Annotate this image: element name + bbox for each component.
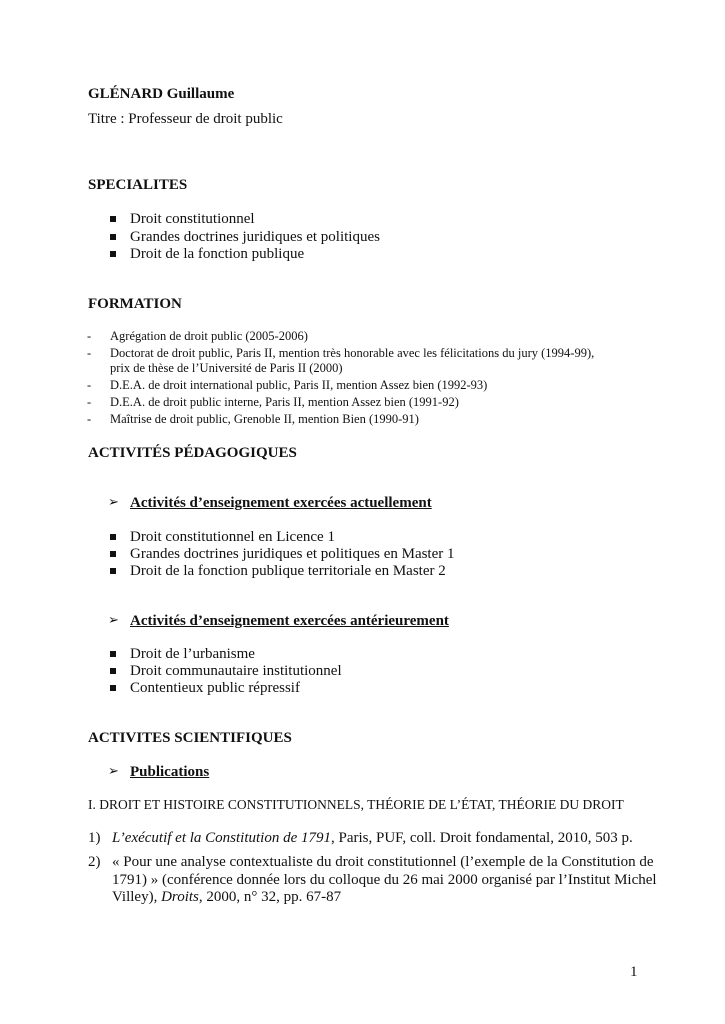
bullet-icon (110, 651, 116, 657)
formation-heading: FORMATION (88, 296, 182, 312)
bullet-icon (110, 251, 116, 257)
arrow-bullet-icon: ➢ (108, 495, 119, 510)
publications-section-title: I. DROIT ET HISTOIRE CONSTITUTIONNELS, THÉORIE DE L’ÉTAT, THÉORIE DU DROIT (88, 797, 624, 812)
list-item: Droit constitutionnel (130, 211, 255, 228)
list-item: Droit de la fonction publique territoriale en Master 2 (130, 563, 446, 580)
publication-item-continuation: 1791) » (conférence donnée lors du colloque du 26 mai 2000 organisé par l’Institut Michel (112, 872, 657, 888)
publication-item: 2) « Pour une analyse contextualiste du droit constitutionnel (l’exemple de la Constitution de (88, 854, 654, 870)
bullet-icon (110, 216, 116, 222)
bullet-icon (110, 668, 116, 674)
list-item: - Agrégation de droit public (2005-2006) (87, 329, 308, 343)
publication-item: 1) L’exécutif et la Constitution de 1791, Paris, PUF, coll. Droit fondamental, 2010, 503 p. (88, 830, 633, 846)
list-item-continuation: prix de thèse de l’Université de Paris II (2000) (110, 361, 343, 375)
bullet-icon (110, 534, 116, 540)
arrow-bullet-icon: ➢ (108, 613, 119, 628)
list-item: - D.E.A. de droit international public, Paris II, mention Assez bien (1992-93) (87, 378, 488, 392)
list-item: Droit communautaire institutionnel (130, 663, 342, 680)
page-number: 1 (630, 964, 638, 980)
list-item: - Doctorat de droit public, Paris II, mention très honorable avec les félicitations du jury (1994-99), (87, 346, 595, 360)
arrow-bullet-icon: ➢ (108, 764, 119, 779)
list-item: Droit de l’urbanisme (130, 646, 255, 663)
scientifiques-heading: ACTIVITES SCIENTIFIQUES (88, 730, 292, 746)
list-item: Contentieux public répressif (130, 680, 300, 697)
bullet-icon (110, 234, 116, 240)
list-item: Droit de la fonction publique (130, 246, 304, 263)
specialites-heading: SPECIALITES (88, 177, 188, 193)
list-item: - Maîtrise de droit public, Grenoble II, mention Bien (1990-91) (87, 412, 419, 426)
list-item: - D.E.A. de droit public interne, Paris II, mention Assez bien (1991-92) (87, 395, 459, 409)
list-item: Droit constitutionnel en Licence 1 (130, 529, 335, 546)
subheading-publications: ➢ Publications (108, 764, 210, 780)
bullet-icon (110, 568, 116, 574)
author-name: GLÉNARD Guillaume (88, 86, 235, 102)
bullet-icon (110, 685, 116, 691)
publication-item-continuation: Villey), Droits, 2000, n° 32, pp. 67-87 (112, 889, 342, 905)
subheading-anterieures: ➢ Activités d’enseignement exercées antérieurement (108, 613, 449, 629)
list-item: Grandes doctrines juridiques et politiques en Master 1 (130, 546, 455, 563)
bullet-icon (110, 551, 116, 557)
subheading-actuelles: ➢ Activités d’enseignement exercées actuellement (108, 495, 432, 511)
author-title: Titre : Professeur de droit public (88, 111, 283, 127)
pedagogiques-heading: ACTIVITÉS PÉDAGOGIQUES (88, 445, 297, 461)
list-item: Grandes doctrines juridiques et politiques (130, 229, 380, 246)
